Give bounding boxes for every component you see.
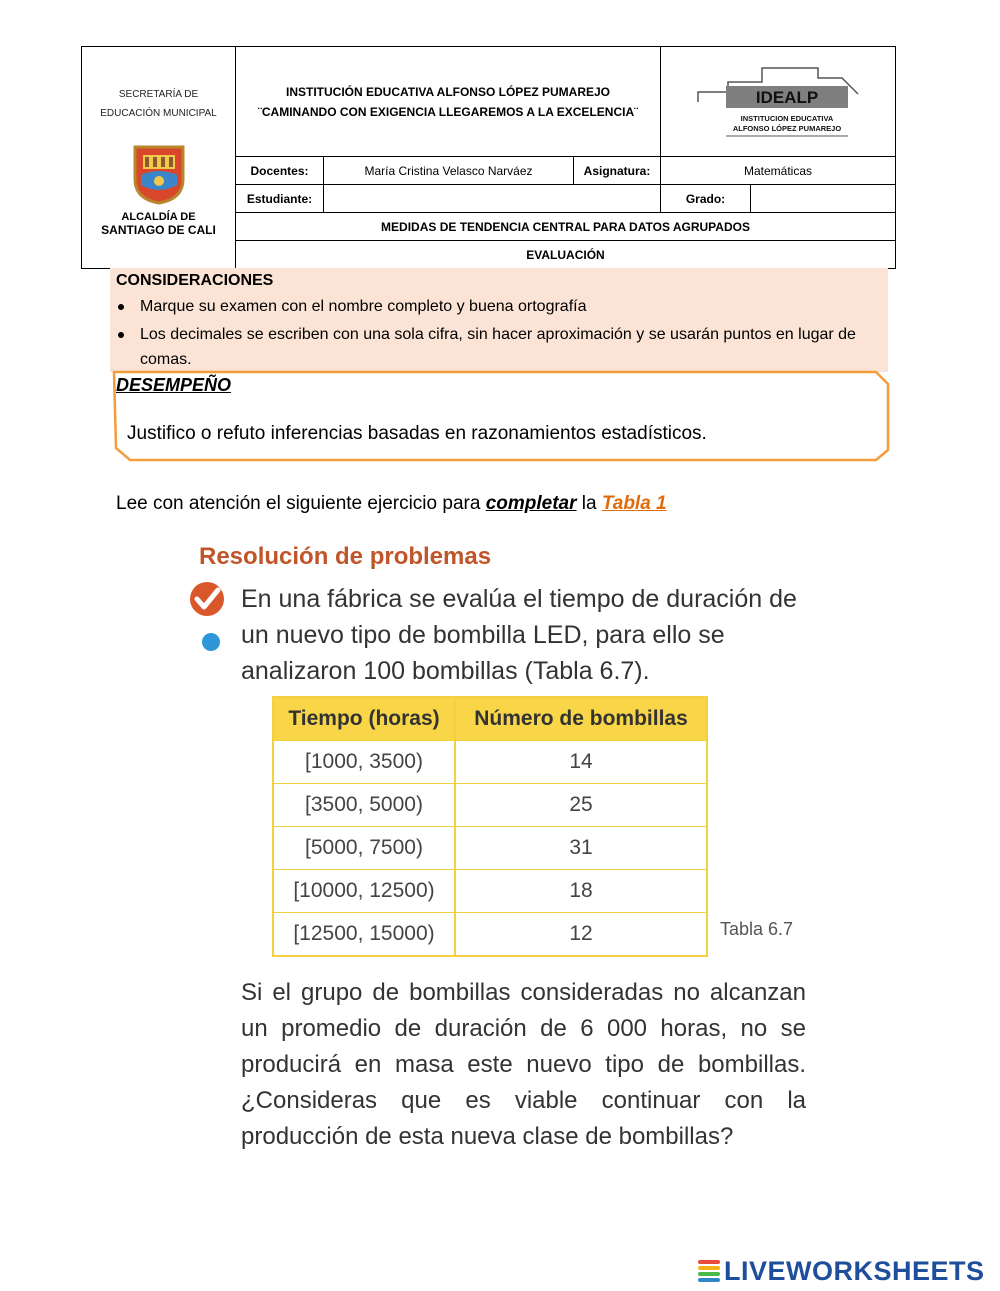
table-cell: 31 [455, 827, 707, 870]
consideraciones-list [118, 294, 888, 375]
logo-title: IDEALP [755, 88, 819, 107]
table-cell: [3500, 5000) [273, 784, 455, 827]
institution-cell [236, 47, 661, 157]
cali-crest-icon [131, 141, 187, 205]
alcaldia-line1: ALCALDÍA DE [121, 211, 196, 223]
docentes-value: María Cristina Velasco Narváez [324, 157, 574, 185]
header-table [81, 46, 896, 269]
problem-question: Si el grupo de bombillas consideradas no alcanzan un promedio de duración de 6 000 horas, no se producirá en masa este nuevo tipo de bombillas. ¿Consideras que es viable continuar con la producción de esta nueva clase de bombillas? [241, 979, 806, 1150]
estudiante-field[interactable] [324, 185, 661, 213]
list-item: Los decimales se escriben con una sola cifra, sin hacer aproximación y se usarán puntos en lugar de comas. [118, 322, 888, 372]
institution-motto: ¨CAMINANDO CON EXIGENCIA LLEGAREMOS A LA EXCELENCIA¨ [257, 104, 639, 119]
instruction-line [116, 493, 667, 515]
table-cell: 18 [455, 870, 707, 913]
table-cell: [5000, 7500) [273, 827, 455, 870]
instruction-middle: la [576, 493, 602, 514]
secretaria-cell [82, 47, 236, 269]
desempeno-text: Justifico o refuto inferencias basadas en razonamientos estadísticos. [127, 423, 707, 444]
table-header: Número de bombillas [455, 697, 707, 741]
tabla-1-link[interactable]: Tabla 1 [601, 493, 667, 514]
blue-dot-icon [202, 633, 220, 651]
asignatura-value: Matemáticas [661, 157, 896, 185]
grado-field[interactable] [751, 185, 896, 213]
table-row [273, 913, 707, 957]
evaluation-title: EVALUACIÓN [236, 241, 896, 269]
table-cell: 12 [455, 913, 707, 957]
table-cell: 25 [455, 784, 707, 827]
table-row [273, 827, 707, 870]
table-header: Tiempo (horas) [273, 697, 455, 741]
textbook-problem [185, 537, 815, 1159]
alcaldia-line2: SANTIAGO DE CALI [101, 223, 216, 237]
table-cell: [10000, 12500) [273, 870, 455, 913]
table-cell: [1000, 3500) [273, 741, 455, 784]
grado-label: Grado: [661, 185, 751, 213]
problem-statement: En una fábrica se evalúa el tiempo de duración de un nuevo tipo de bombilla LED, para ello se analizaron 100 bombillas (Tabla 6.7). [241, 585, 797, 685]
estudiante-label: Estudiante: [236, 185, 324, 213]
table-row [273, 741, 707, 784]
topic-title: MEDIDAS DE TENDENCIA CENTRAL PARA DATOS AGRUPADOS [236, 213, 896, 241]
docentes-label: Docentes: [236, 157, 324, 185]
liveworksheets-brand [698, 1255, 985, 1287]
table-cell: [12500, 15000) [273, 913, 455, 957]
table-cell: 14 [455, 741, 707, 784]
list-item: Marque su examen con el nombre completo y buena ortografía [118, 294, 888, 319]
checkmark-icon [188, 580, 226, 618]
consideraciones-title: CONSIDERACIONES [116, 272, 274, 289]
asignatura-label: Asignatura: [574, 157, 661, 185]
instruction-completar: completar [485, 493, 577, 514]
idealp-logo-cell [661, 47, 896, 157]
instruction-before: Lee con atención el siguiente ejercicio para [116, 493, 486, 514]
data-table [272, 696, 708, 957]
liveworksheets-logo-icon [698, 1259, 720, 1283]
logo-sub1: INSTITUCION EDUCATIVA [740, 114, 834, 123]
table-row [273, 870, 707, 913]
section-title: Resolución de problemas [199, 543, 492, 570]
table-row [273, 784, 707, 827]
idealp-logo [692, 58, 864, 142]
institution-name: INSTITUCIÓN EDUCATIVA ALFONSO LÓPEZ PUMAREJO [285, 84, 610, 99]
consideraciones-box [110, 268, 888, 372]
desempeno-title: DESEMPEÑO [116, 375, 232, 395]
logo-sub2: ALFONSO LÓPEZ PUMAREJO [732, 124, 842, 133]
brand-text: LIVEWORKSHEETS [724, 1255, 985, 1286]
secretaria-text: SECRETARÍA DE EDUCACIÓN MUNICIPAL [100, 89, 217, 119]
table-caption: Tabla 6.7 [720, 919, 794, 939]
